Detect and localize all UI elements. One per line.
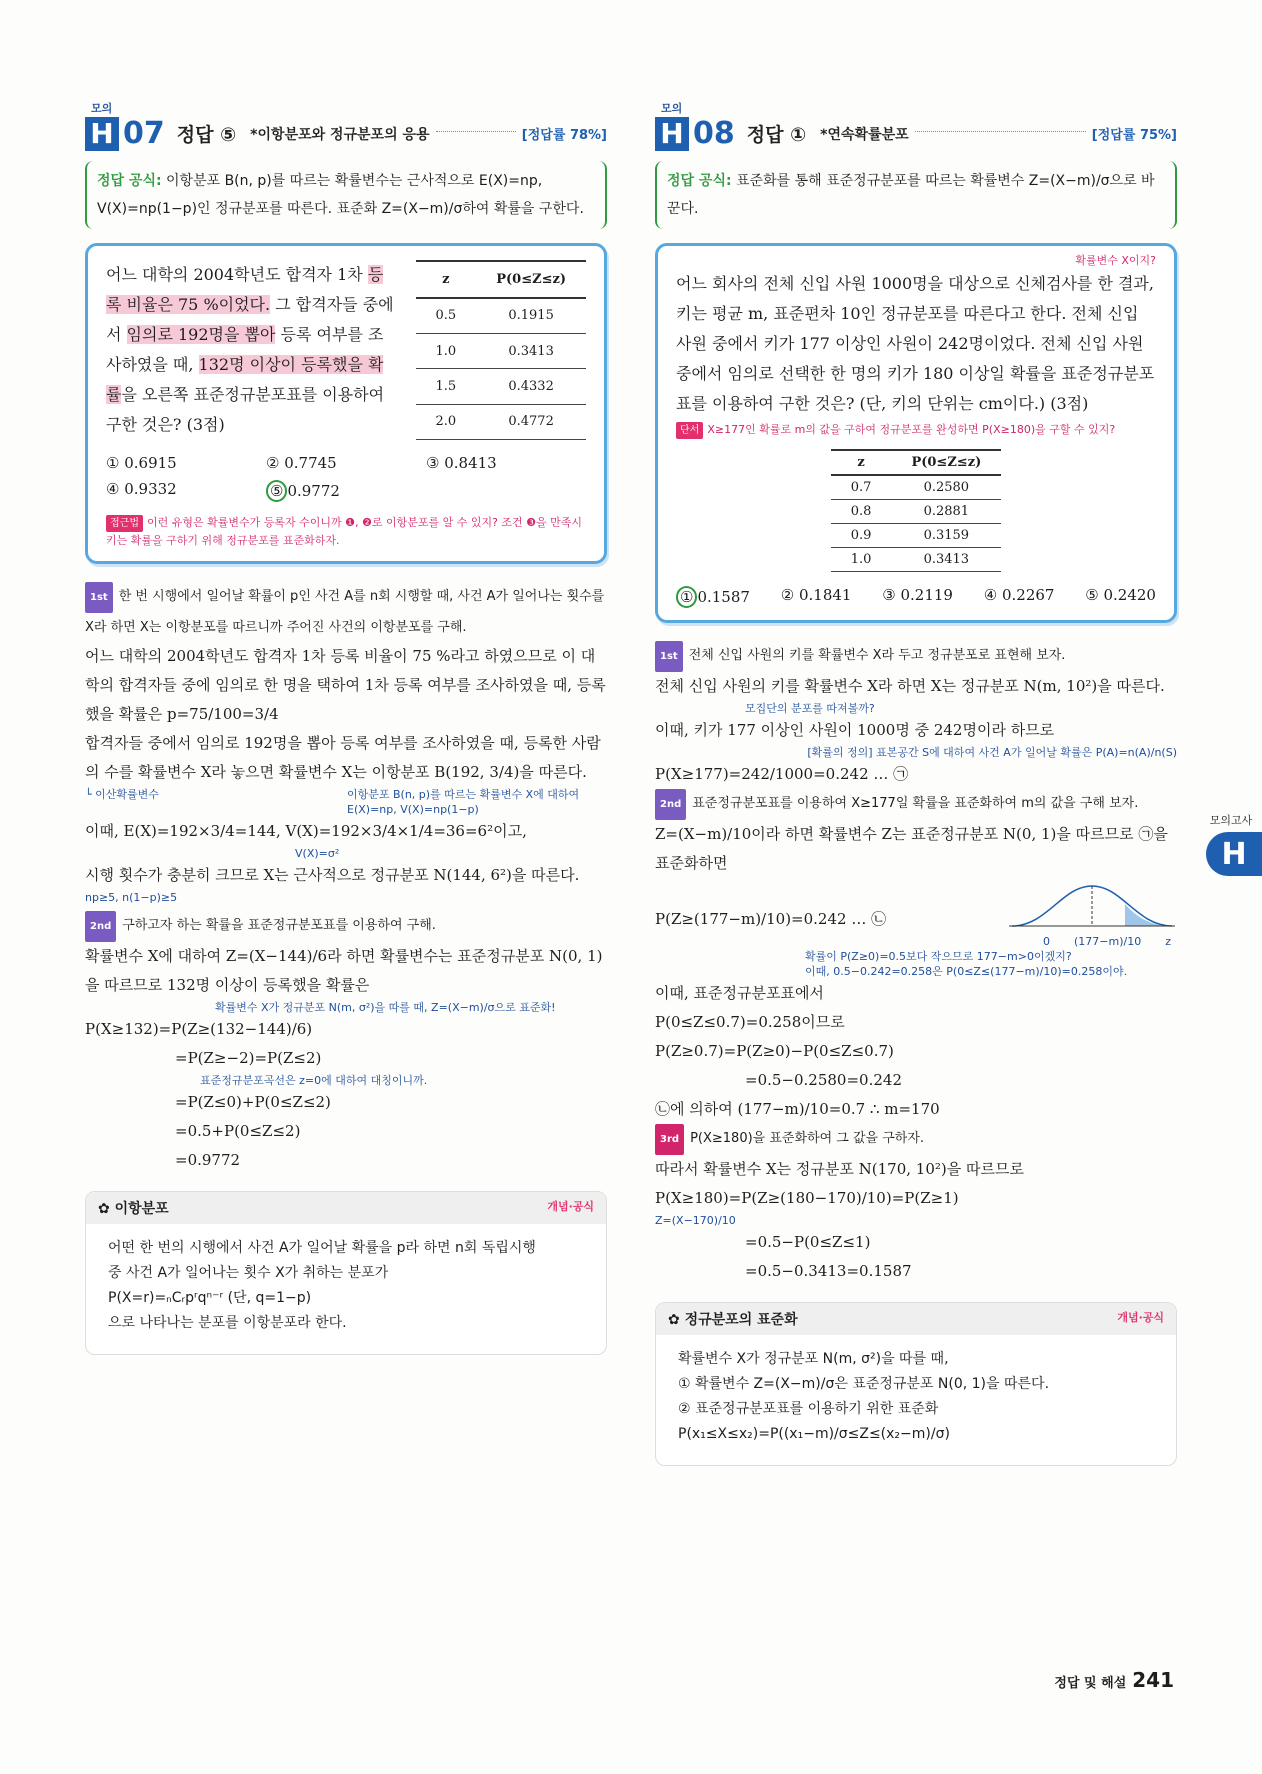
table-head: P(0≤Z≤z) — [476, 261, 586, 298]
side-label: 모의고사 — [1209, 814, 1253, 827]
choice: ② 0.7745 — [266, 454, 337, 472]
concept-tag: 개념·공식 — [1117, 1311, 1164, 1324]
solution — [655, 641, 1177, 1286]
curve-label: 0 — [1043, 935, 1050, 948]
problem-header — [655, 116, 1177, 151]
choice: ③ 0.8413 — [426, 454, 497, 472]
margin-note: 이항분포 B(n, p)를 따르는 확률변수 X에 대하여 E(X)=np, V(X)=np(1−p) — [347, 788, 580, 816]
equation: =0.5+P(0≤Z≤2) — [175, 1122, 301, 1140]
table-cell: 0.1915 — [476, 298, 586, 334]
table-cell: 1.5 — [416, 369, 477, 404]
concept-line: 으로 나타나는 분포를 이항분포라 한다. — [108, 1315, 347, 1331]
margin-note: Z=(X−170)/10 — [655, 1214, 736, 1227]
side-tab — [1200, 812, 1262, 876]
clue-text: X≥177인 확률로 m의 값을 구하여 정규분포를 완성하면 P(X≥180)을 구할 수 있지? — [707, 423, 1116, 436]
margin-note: 표준정규분포곡선은 z=0에 대하여 대칭이니까. — [200, 1074, 428, 1087]
concept-title-text: 이항분포 — [114, 1201, 169, 1217]
formula-key: 정답 공식: — [97, 173, 162, 189]
solution-line: P(Z≥(177−m)/10)=0.242 … ㉡ — [655, 910, 887, 928]
choice-value: 0.1587 — [697, 588, 750, 606]
equation: =0.9772 — [175, 1151, 241, 1169]
solution-line: P(Z≥0.7)=P(Z≥0)−P(0≤Z≤0.7) — [655, 1042, 894, 1060]
solution-line: 따라서 확률변수 X는 정규분포 N(170, 10²)을 따르므로 — [655, 1160, 1024, 1178]
leader-dots — [915, 131, 1086, 132]
answer-circle: ⑤ — [266, 480, 287, 502]
table-cell: 0.4772 — [476, 404, 586, 439]
topic-label: *연속확률분포 — [820, 126, 909, 143]
mock-label: 모의 — [91, 102, 113, 115]
curve-label: z — [1165, 935, 1171, 948]
step-text: 구하고자 하는 확률을 표준정규분포표를 이용하여 구해. — [122, 918, 436, 933]
h-badge: H — [85, 117, 119, 151]
equation: =0.5−0.3413=0.1587 — [745, 1262, 912, 1280]
solution-line: P(0≤Z≤0.7)=0.258이므로 — [655, 1013, 845, 1031]
highlight-3: 132명 이상이 등록했을 확률 — [106, 355, 384, 404]
step-text: 전체 신입 사원의 키를 확률변수 X라 두고 정규분포로 표현해 보자. — [688, 648, 1066, 663]
table-cell: 1.0 — [831, 548, 892, 572]
step-text: P(X≥180)을 표준화하여 그 값을 구하자. — [690, 1131, 925, 1146]
margin-note: 모집단의 분포를 따져볼까? — [745, 702, 875, 715]
choices — [676, 586, 1156, 608]
table-cell: 2.0 — [416, 404, 477, 439]
concept-line: P(X=r)=ₙCᵣpʳqⁿ⁻ʳ (단, q=1−p) — [108, 1290, 312, 1306]
choice-value: 0.9772 — [287, 482, 340, 500]
solution-line: 합격자들 중에서 임의로 192명을 뽑아 등록 여부를 조사하였을 때, 등록한 사람의 수를 확률변수 X라 놓으면 확률변수 X는 이항분포 B(192, 3/4)을 따른다. — [85, 734, 601, 781]
answer-circle: ① — [676, 586, 697, 608]
page-number: 241 — [1132, 1668, 1174, 1692]
highlight-2: 임의로 192명을 뽑아 — [126, 325, 276, 344]
hint-text: 이런 유형은 확률변수가 등록자 수이니까 ❶, ❷로 이항분포를 알 수 있지? 조건 ❸을 만족시키는 확률을 구하기 위해 정규분포를 표준화하자. — [106, 516, 583, 547]
concept-title: ✿ 이항분포 — [98, 1201, 169, 1217]
curve-label: (177−m)/10 — [1074, 935, 1142, 948]
problem-text: 어느 회사의 전체 신입 사원 1000명을 대상으로 신체검사를 한 결과, 키는 평균 m, 표준편차 10인 정규분포를 따른다고 한다. 전체 신입 사원 중에서 키가 177 이상인 사원이 242명이었다. 전체 신입 사원 중에서 임의로 선택한 한 명의 키가 180 이상일 확률을 표준정규분포표를 이용하여 구한 것은? (단, 키의 단위는 cm이다.) (3점) — [676, 274, 1155, 413]
step-tag: 1st — [85, 582, 113, 613]
leader-dots — [436, 131, 516, 132]
equation: =P(Z≤0)+P(0≤Z≤2) — [175, 1093, 331, 1111]
problem-h07 — [85, 100, 607, 1355]
concept-line: 어떤 한 번의 시행에서 사건 A가 일어날 확률을 p라 하면 n회 독립시행 — [108, 1240, 536, 1256]
highlight-1: 등록 비율은 75 %이었다. — [106, 265, 384, 314]
hint-tag: 접근법 — [106, 515, 143, 532]
formula-text: 표준화를 통해 표준정규분포를 따르는 확률변수 Z=(X−m)/σ으로 바꾼다. — [667, 173, 1155, 217]
problem-line: 어느 대학의 2004학년도 합격자 1차 — [106, 265, 363, 284]
table-cell: 0.8 — [831, 500, 892, 524]
margin-note: [확률의 정의] 표본공간 S에 대하여 사건 A가 일어날 확률은 P(A)=n(A)/n(S) — [807, 746, 1177, 759]
formula-key: 정답 공식: — [667, 173, 732, 189]
page-footer — [1054, 1668, 1174, 1692]
concept-box — [85, 1191, 607, 1355]
h-badge: H — [655, 117, 689, 151]
step-text: 한 번 시행에서 일어날 확률이 p인 사건 A를 n회 시행할 때, 사건 A가 일어나는 횟수를 X라 하면 X는 이항분포를 따르니까 주어진 사건의 이항분포를 구해. — [85, 589, 605, 635]
topic-label: *이항분포와 정규분포의 응용 — [250, 126, 430, 143]
margin-note: V(X)=σ² — [295, 847, 340, 860]
choice: ⑤ 0.2420 — [1085, 586, 1156, 604]
table-head: z — [416, 261, 477, 298]
std-normal-table — [416, 260, 586, 440]
correct-rate: [정답률 78%] — [521, 128, 607, 143]
equation: =0.5−0.2580=0.242 — [745, 1071, 902, 1089]
solution-line: 전체 신입 사원의 키를 확률변수 X라 하면 X는 정규분포 N(m, 10²)을 따른다. — [655, 677, 1165, 695]
concept-line: 확률변수 X가 정규분포 N(m, σ²)을 따를 때, — [678, 1351, 949, 1367]
clue-tag: 단서 — [676, 422, 703, 439]
solution-line: 이때, 키가 177 이상인 사원이 1000명 중 242명이라 하므로 — [655, 721, 1055, 739]
concept-box — [655, 1302, 1177, 1466]
solution-line: 이때, 표준정규분포표에서 — [655, 984, 824, 1002]
table-cell: 0.2881 — [891, 500, 1001, 524]
choice: ④ 0.9332 — [106, 480, 177, 498]
table-head: P(0≤Z≤z) — [891, 450, 1001, 475]
solution-line: 이때, E(X)=192×3/4=144, V(X)=192×3/4×1/4=36=6²이고, — [85, 822, 527, 840]
concept-tag: 개념·공식 — [547, 1200, 594, 1213]
step-tag: 3rd — [655, 1124, 684, 1155]
answer-label: 정답 ① — [746, 124, 807, 146]
solution-line: 시행 횟수가 충분히 크므로 X는 근사적으로 정규분포 N(144, 6²)을 따른다. — [85, 866, 580, 884]
step-tag: 1st — [655, 641, 683, 672]
table-cell: 0.3413 — [476, 334, 586, 369]
table-cell: 0.3159 — [891, 524, 1001, 548]
correct-rate: [정답률 75%] — [1091, 128, 1177, 143]
choices — [106, 454, 586, 502]
table-cell: 0.4332 — [476, 369, 586, 404]
concept-line: ② 표준정규분포표를 이용하기 위한 표준화 — [678, 1401, 939, 1417]
problem-box — [655, 243, 1177, 623]
step-text: 표준정규분포표를 이용하여 X≥177일 확률을 표준화하여 m의 값을 구해 보자. — [692, 796, 1139, 811]
table-cell: 0.7 — [831, 475, 892, 500]
footer-label: 정답 및 해설 — [1054, 1676, 1127, 1691]
step-tag: 2nd — [655, 789, 686, 820]
problem-line: 등록 여부를 조사하였을 때, — [106, 325, 384, 374]
equation: P(X≥132)=P(Z≥(132−144)/6) — [85, 1020, 313, 1038]
table-cell: 0.2580 — [891, 475, 1001, 500]
choice: ② 0.1841 — [780, 586, 852, 604]
problem-line: 그 합격자들 중에서 — [106, 295, 394, 344]
mock-label: 모의 — [661, 102, 683, 115]
concept-line: P(x₁≤X≤x₂)=P((x₁−m)/σ≤Z≤(x₂−m)/σ) — [678, 1426, 950, 1442]
concept-title: ✿ 정규분포의 표준화 — [668, 1312, 798, 1328]
margin-note: np≥5, n(1−p)≥5 — [85, 891, 178, 904]
concept-title-text: 정규분포의 표준화 — [684, 1312, 798, 1328]
equation: =0.5−P(0≤Z≤1) — [745, 1233, 871, 1251]
solution — [85, 582, 607, 1175]
margin-note: 확률이 P(Z≥0)=0.5보다 작으므로 177−m>0이겠지? — [805, 950, 1072, 963]
equation: =P(Z≥−2)=P(Z≤2) — [175, 1049, 322, 1067]
concept-line: ① 확률변수 Z=(X−m)/σ은 표준정규분포 N(0, 1)을 따른다. — [678, 1376, 1050, 1392]
solution-line: ㉡에 의하여 (177−m)/10=0.7 ∴ m=170 — [655, 1100, 940, 1118]
problem-number: 07 — [123, 116, 165, 151]
answer-formula — [85, 161, 607, 229]
choice-correct — [266, 480, 426, 502]
table-cell: 1.0 — [416, 334, 477, 369]
margin-note: 확률변수 X가 정규분포 N(m, σ²)을 따를 때, Z=(X−m)/σ으로 표준화! — [215, 1001, 556, 1014]
solution-line: P(X≥177)=242/1000=0.242 … ㉠ — [655, 765, 909, 783]
solution-line: 어느 대학의 2004학년도 합격자 1차 등록 비율이 75 %라고 하였으므로 이 대학의 합격자들 중에 임의로 한 명을 택하여 1차 등록 여부를 조사하였을 때, 등록했을 확률은 p=75/100=3/4 — [85, 647, 606, 723]
table-head: z — [831, 450, 892, 475]
table-cell: 0.9 — [831, 524, 892, 548]
std-normal-table — [831, 449, 1001, 572]
step-tag: 2nd — [85, 911, 116, 942]
normal-curve-diagram — [1007, 878, 1177, 934]
choice: ④ 0.2267 — [983, 586, 1055, 604]
margin-note: └ 이산확률변수 — [85, 788, 159, 801]
solution-line: 확률변수 X에 대하여 Z=(X−144)/6라 하면 확률변수는 표준정규분포 N(0, 1)을 따르므로 132명 이상이 등록했을 확률은 — [85, 947, 603, 994]
answer-label: 정답 ⑤ — [176, 124, 237, 146]
problem-note: 확률변수 X이지? — [1075, 254, 1156, 267]
choice-correct — [676, 586, 750, 608]
margin-note: 이때, 0.5−0.242=0.258은 P(0≤Z≤(177−m)/10)=0.258이야. — [805, 965, 1128, 978]
choice: ① 0.6915 — [106, 454, 177, 472]
problem-text — [106, 260, 398, 440]
table-cell: 0.5 — [416, 298, 477, 334]
problem-h08 — [655, 100, 1177, 1466]
problem-header — [85, 116, 607, 151]
answer-formula — [655, 161, 1177, 229]
equation: P(X≥180)=P(Z≥(180−170)/10)=P(Z≥1) — [655, 1189, 959, 1207]
side-badge: H — [1206, 832, 1262, 876]
solution-line: Z=(X−m)/10이라 하면 확률변수 Z는 표준정규분포 N(0, 1)을 따르므로 ㉠을 표준화하면 — [655, 825, 1168, 872]
table-cell: 0.3413 — [891, 548, 1001, 572]
approach-hint — [106, 514, 586, 549]
choice: ③ 0.2119 — [882, 586, 953, 604]
problem-number: 08 — [693, 116, 735, 151]
formula-text: 이항분포 B(n, p)를 따르는 확률변수는 근사적으로 E(X)=np, V(X)=np(1−p)인 정규분포를 따른다. 표준화 Z=(X−m)/σ하여 확률을 구한다. — [97, 173, 584, 217]
problem-line: 을 오른쪽 표준정규분포표를 이용하여 구한 것은? (3점) — [106, 385, 385, 434]
concept-line: 중 사건 A가 일어나는 횟수 X가 취하는 분포가 — [108, 1265, 389, 1281]
problem-box — [85, 243, 607, 564]
